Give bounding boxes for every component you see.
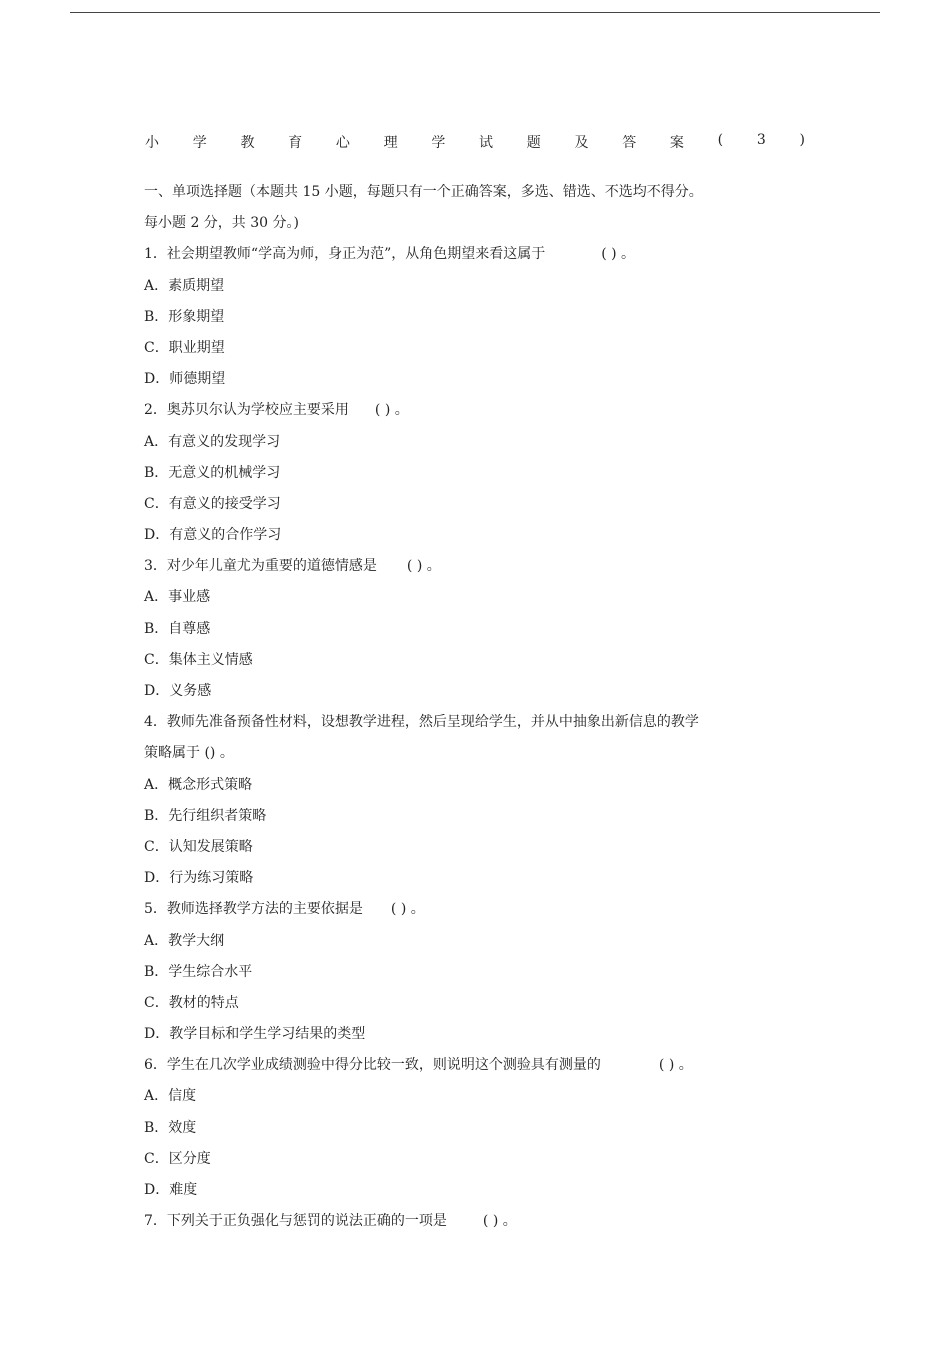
title-char: 育	[288, 135, 303, 151]
option-item: C．职业期望	[144, 339, 225, 356]
option-item: A．信度	[144, 1088, 197, 1105]
question-stem	[144, 1206, 884, 1237]
title-char: 3	[756, 132, 766, 148]
option-item: C．有意义的接受学习	[144, 495, 281, 512]
option-item: A．概念形式策略	[144, 776, 253, 793]
option-item: D．师德期望	[144, 371, 226, 388]
title-char: )	[799, 132, 805, 148]
title-char: 小	[145, 135, 159, 151]
title-char: 学	[431, 135, 446, 151]
document-title	[145, 132, 805, 152]
question-stem	[144, 894, 884, 925]
question-stem	[144, 395, 884, 426]
option-item: A．有意义的发现学习	[144, 433, 281, 450]
option-item: D．义务感	[144, 683, 212, 699]
title-char: 心	[335, 135, 350, 151]
document-body	[144, 177, 884, 1237]
option-item: C．教材的特点	[144, 994, 239, 1011]
section-heading: 一、单项选择题（本题共 15 小题，每题只有一个正确答案，多选、错选、不选均不得分。	[144, 184, 703, 200]
stem-text: 5．教师选择教学方法的主要依据是	[144, 901, 363, 918]
title-char: (	[717, 132, 724, 148]
title-char: 及	[574, 135, 589, 151]
stem-text: 3．对少年儿童尤为重要的道德情感是	[144, 558, 377, 575]
title-char: 答	[622, 135, 637, 151]
option-item: B．先行组织者策略	[144, 807, 267, 824]
answer-paren: ( ) 。	[658, 1057, 693, 1074]
answer-paren: ( ) 。	[482, 1213, 517, 1230]
option-item: D．有意义的合作学习	[144, 527, 282, 544]
option-item: D．教学目标和学生学习结果的类型	[144, 1026, 366, 1043]
option-item: B．自尊感	[144, 620, 211, 637]
answer-paren: ( ) 。	[601, 246, 636, 263]
option-item: A．教学大纲	[144, 932, 225, 949]
top-rule	[70, 12, 880, 13]
section-heading-cont: 每小题 2 分，共 30 分。)	[144, 215, 299, 232]
title-char: 题	[526, 135, 541, 151]
option-item: B．学生综合水平	[144, 963, 253, 980]
question-stem	[144, 239, 884, 270]
answer-paren: ( ) 。	[406, 558, 441, 575]
answer-paren: ( ) 。	[374, 402, 409, 419]
title-char: 试	[479, 135, 494, 151]
stem-text: 2．奥苏贝尔认为学校应主要采用	[144, 402, 349, 419]
title-char: 教	[240, 135, 255, 151]
option-item: B．效度	[144, 1119, 197, 1136]
stem-text: 6．学生在几次学业成绩测验中得分比较一致，则说明这个测验具有测量的	[144, 1057, 601, 1074]
question-stem-cont: 策略属于 () 。	[144, 745, 234, 762]
option-item: D．行为练习策略	[144, 870, 254, 887]
option-item: D．难度	[144, 1182, 198, 1198]
stem-text: 1．社会期望教师“学高为师，身正为范”，从角色期望来看这属于	[144, 246, 546, 263]
option-item: C．区分度	[144, 1150, 211, 1167]
answer-paren: ( ) 。	[390, 901, 425, 918]
title-char: 案	[669, 135, 684, 151]
option-item: B．形象期望	[144, 308, 225, 325]
option-item: C．集体主义情感	[144, 651, 253, 668]
question-stem: 4．教师先准备预备性材料，设想教学进程，然后呈现给学生，并从中抽象出新信息的教学	[144, 714, 699, 731]
option-item: B．无意义的机械学习	[144, 464, 281, 481]
option-item: A．事业感	[144, 589, 211, 606]
question-stem	[144, 1050, 884, 1081]
stem-text: 7．下列关于正负强化与惩罚的说法正确的一项是	[144, 1213, 447, 1230]
title-char: 学	[192, 135, 207, 151]
option-item: C．认知发展策略	[144, 838, 253, 855]
title-char: 理	[383, 135, 398, 151]
question-stem	[144, 551, 884, 582]
option-item: A．素质期望	[144, 277, 225, 294]
